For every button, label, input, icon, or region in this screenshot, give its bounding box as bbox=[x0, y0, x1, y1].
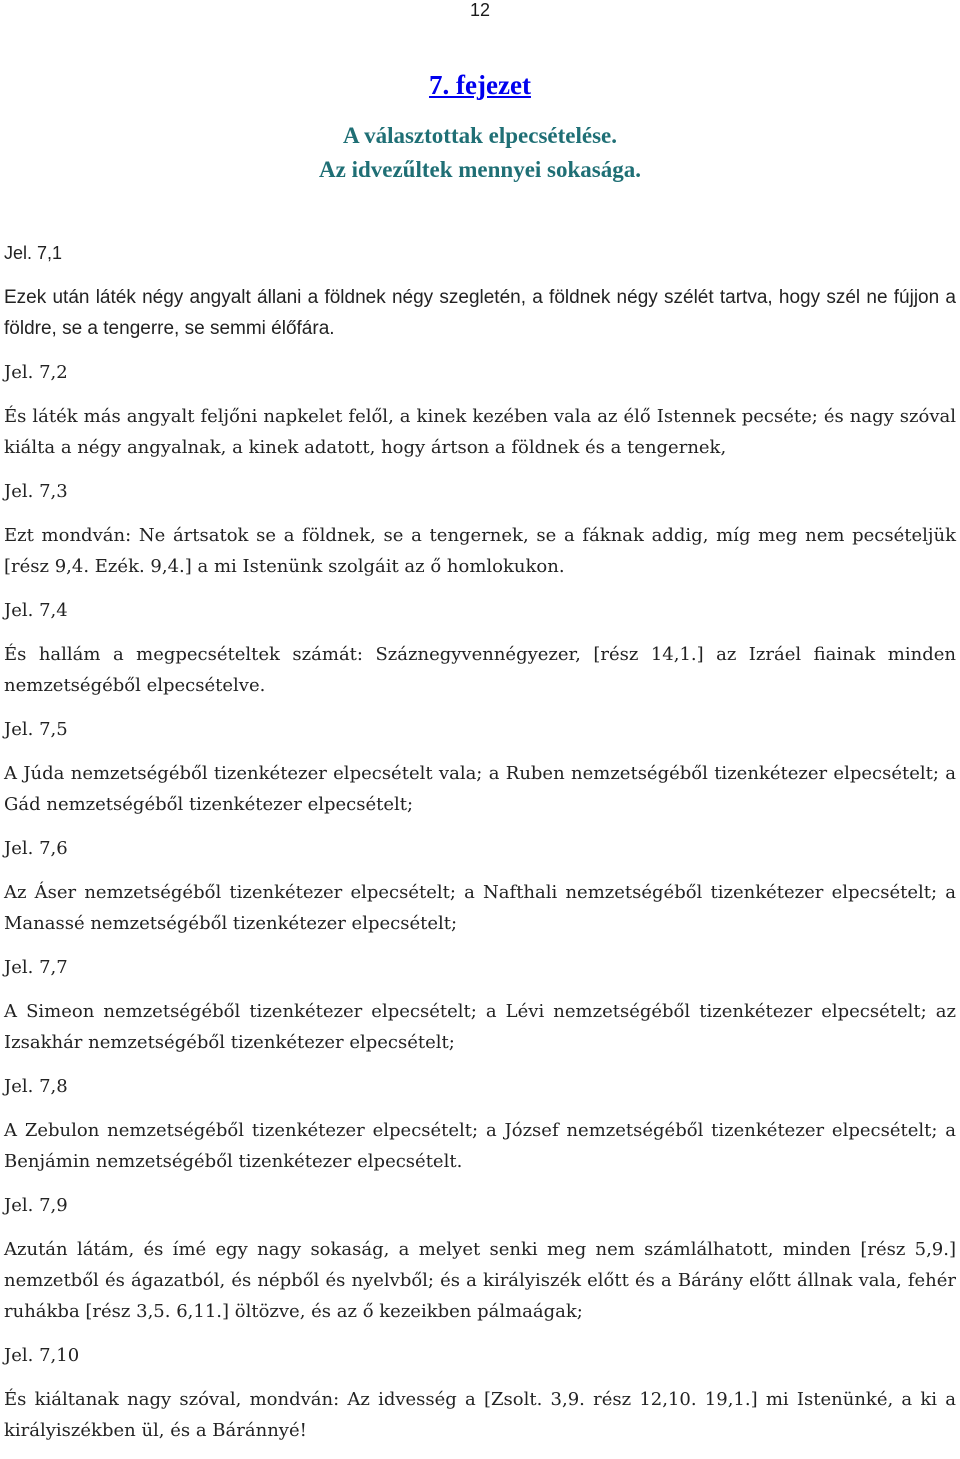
verse-block bbox=[4, 357, 956, 463]
verse-text: Az Áser nemzetségéből tizenkétezer elpecsételt; a Nafthali nemzetségéből tizenkétezer elpecsételt; a Manassé nemzetségéből tizenkétezer elpecsételt; bbox=[4, 882, 956, 934]
chapter-subtitle-1: A választottak elpecsételése. bbox=[342, 123, 617, 148]
chapter-subtitle-2: Az idvezűltek mennyei sokasága. bbox=[319, 157, 641, 182]
verse-reference: Jel. 7,4 bbox=[4, 600, 68, 621]
verse-list bbox=[4, 238, 956, 1459]
verse-text: A Zebulon nemzetségéből tizenkétezer elpecsételt; a József nemzetségéből tizenkétezer elpecsételt; a Benjámin nemzetségéből tizenkétezer elpecsételt. bbox=[4, 1120, 956, 1172]
verse-text: És hallám a megpecsételtek számát: Száznegyvennégyezer, [rész 14,1.] az Izráel fiainak minden nemzetségéből elpecsételve. bbox=[4, 644, 956, 696]
verse-text: A Júda nemzetségéből tizenkétezer elpecsételt vala; a Ruben nemzetségéből tizenkétezer elpecsételt; a Gád nemzetségéből tizenkétezer elpecsételt; bbox=[4, 763, 956, 815]
verse-block bbox=[4, 1340, 956, 1446]
page-number: 12 bbox=[469, 0, 491, 20]
verse-block bbox=[4, 833, 956, 939]
verse-block bbox=[4, 714, 956, 820]
verse-block bbox=[4, 238, 956, 344]
verse-reference: Jel. 7,10 bbox=[4, 1345, 80, 1366]
verse-block bbox=[4, 476, 956, 582]
verse-text: És kiáltanak nagy szóval, mondván: Az idvesség a [Zsolt. 3,9. rész 12,10. 19,1.] mi Istenünké, a ki a királyiszékben ül, és a Báránnyé! bbox=[4, 1389, 956, 1441]
verse-block bbox=[4, 1190, 956, 1327]
verse-reference: Jel. 7,6 bbox=[4, 838, 68, 859]
verse-reference: Jel. 7,3 bbox=[4, 481, 68, 502]
verse-text: Ezt mondván: Ne ártsatok se a földnek, se a tengernek, se a fáknak addig, míg meg nem pecsételjük [rész 9,4. Ezék. 9,4.] a mi Istenünk szolgáit az ő homlokukon. bbox=[4, 525, 956, 577]
chapter-title bbox=[0, 68, 960, 102]
verse-block bbox=[4, 952, 956, 1058]
verse-text: Ezek után láték négy angyalt állani a földnek négy szegletén, a földnek négy szélét tartva, hogy szél ne fújjon a földre, se a tengerre, se semmi élőfára. bbox=[4, 287, 956, 339]
verse-block bbox=[4, 1071, 956, 1177]
verse-text: A Simeon nemzetségéből tizenkétezer elpecsételt; a Lévi nemzetségéből tizenkétezer elpecsételt; az Izsakhár nemzetségéből tizenkétezer elpecsételt; bbox=[4, 1001, 956, 1053]
verse-reference: Jel. 7,9 bbox=[4, 1195, 68, 1216]
verse-text: És láték más angyalt feljőni napkelet felől, a kinek kezében vala az élő Istennek pecséte; és nagy szóval kiálta a négy angyalnak, a kinek adatott, hogy ártson a földnek és a tengernek, bbox=[4, 406, 956, 458]
verse-reference: Jel. 7,7 bbox=[4, 957, 68, 978]
verse-reference: Jel. 7,2 bbox=[4, 362, 68, 383]
verse-reference: Jel. 7,5 bbox=[4, 719, 68, 740]
verse-reference: Jel. 7,1 bbox=[4, 243, 63, 263]
verse-block bbox=[4, 595, 956, 701]
verse-text: Azután látám, és ímé egy nagy sokaság, a melyet senki meg nem számlálhatott, minden [rész 5,9.] nemzetből és ágazatból, és népből és nyelvből; és a királyiszék előtt és a Bárány előtt állnak vala, fehér ruhákba [rész 3,5. 6,11.] öltözve, és az ő kezeikben pálmaágak; bbox=[4, 1239, 956, 1322]
chapter-title-link[interactable]: 7. fejezet bbox=[429, 70, 531, 100]
verse-reference: Jel. 7,8 bbox=[4, 1076, 68, 1097]
